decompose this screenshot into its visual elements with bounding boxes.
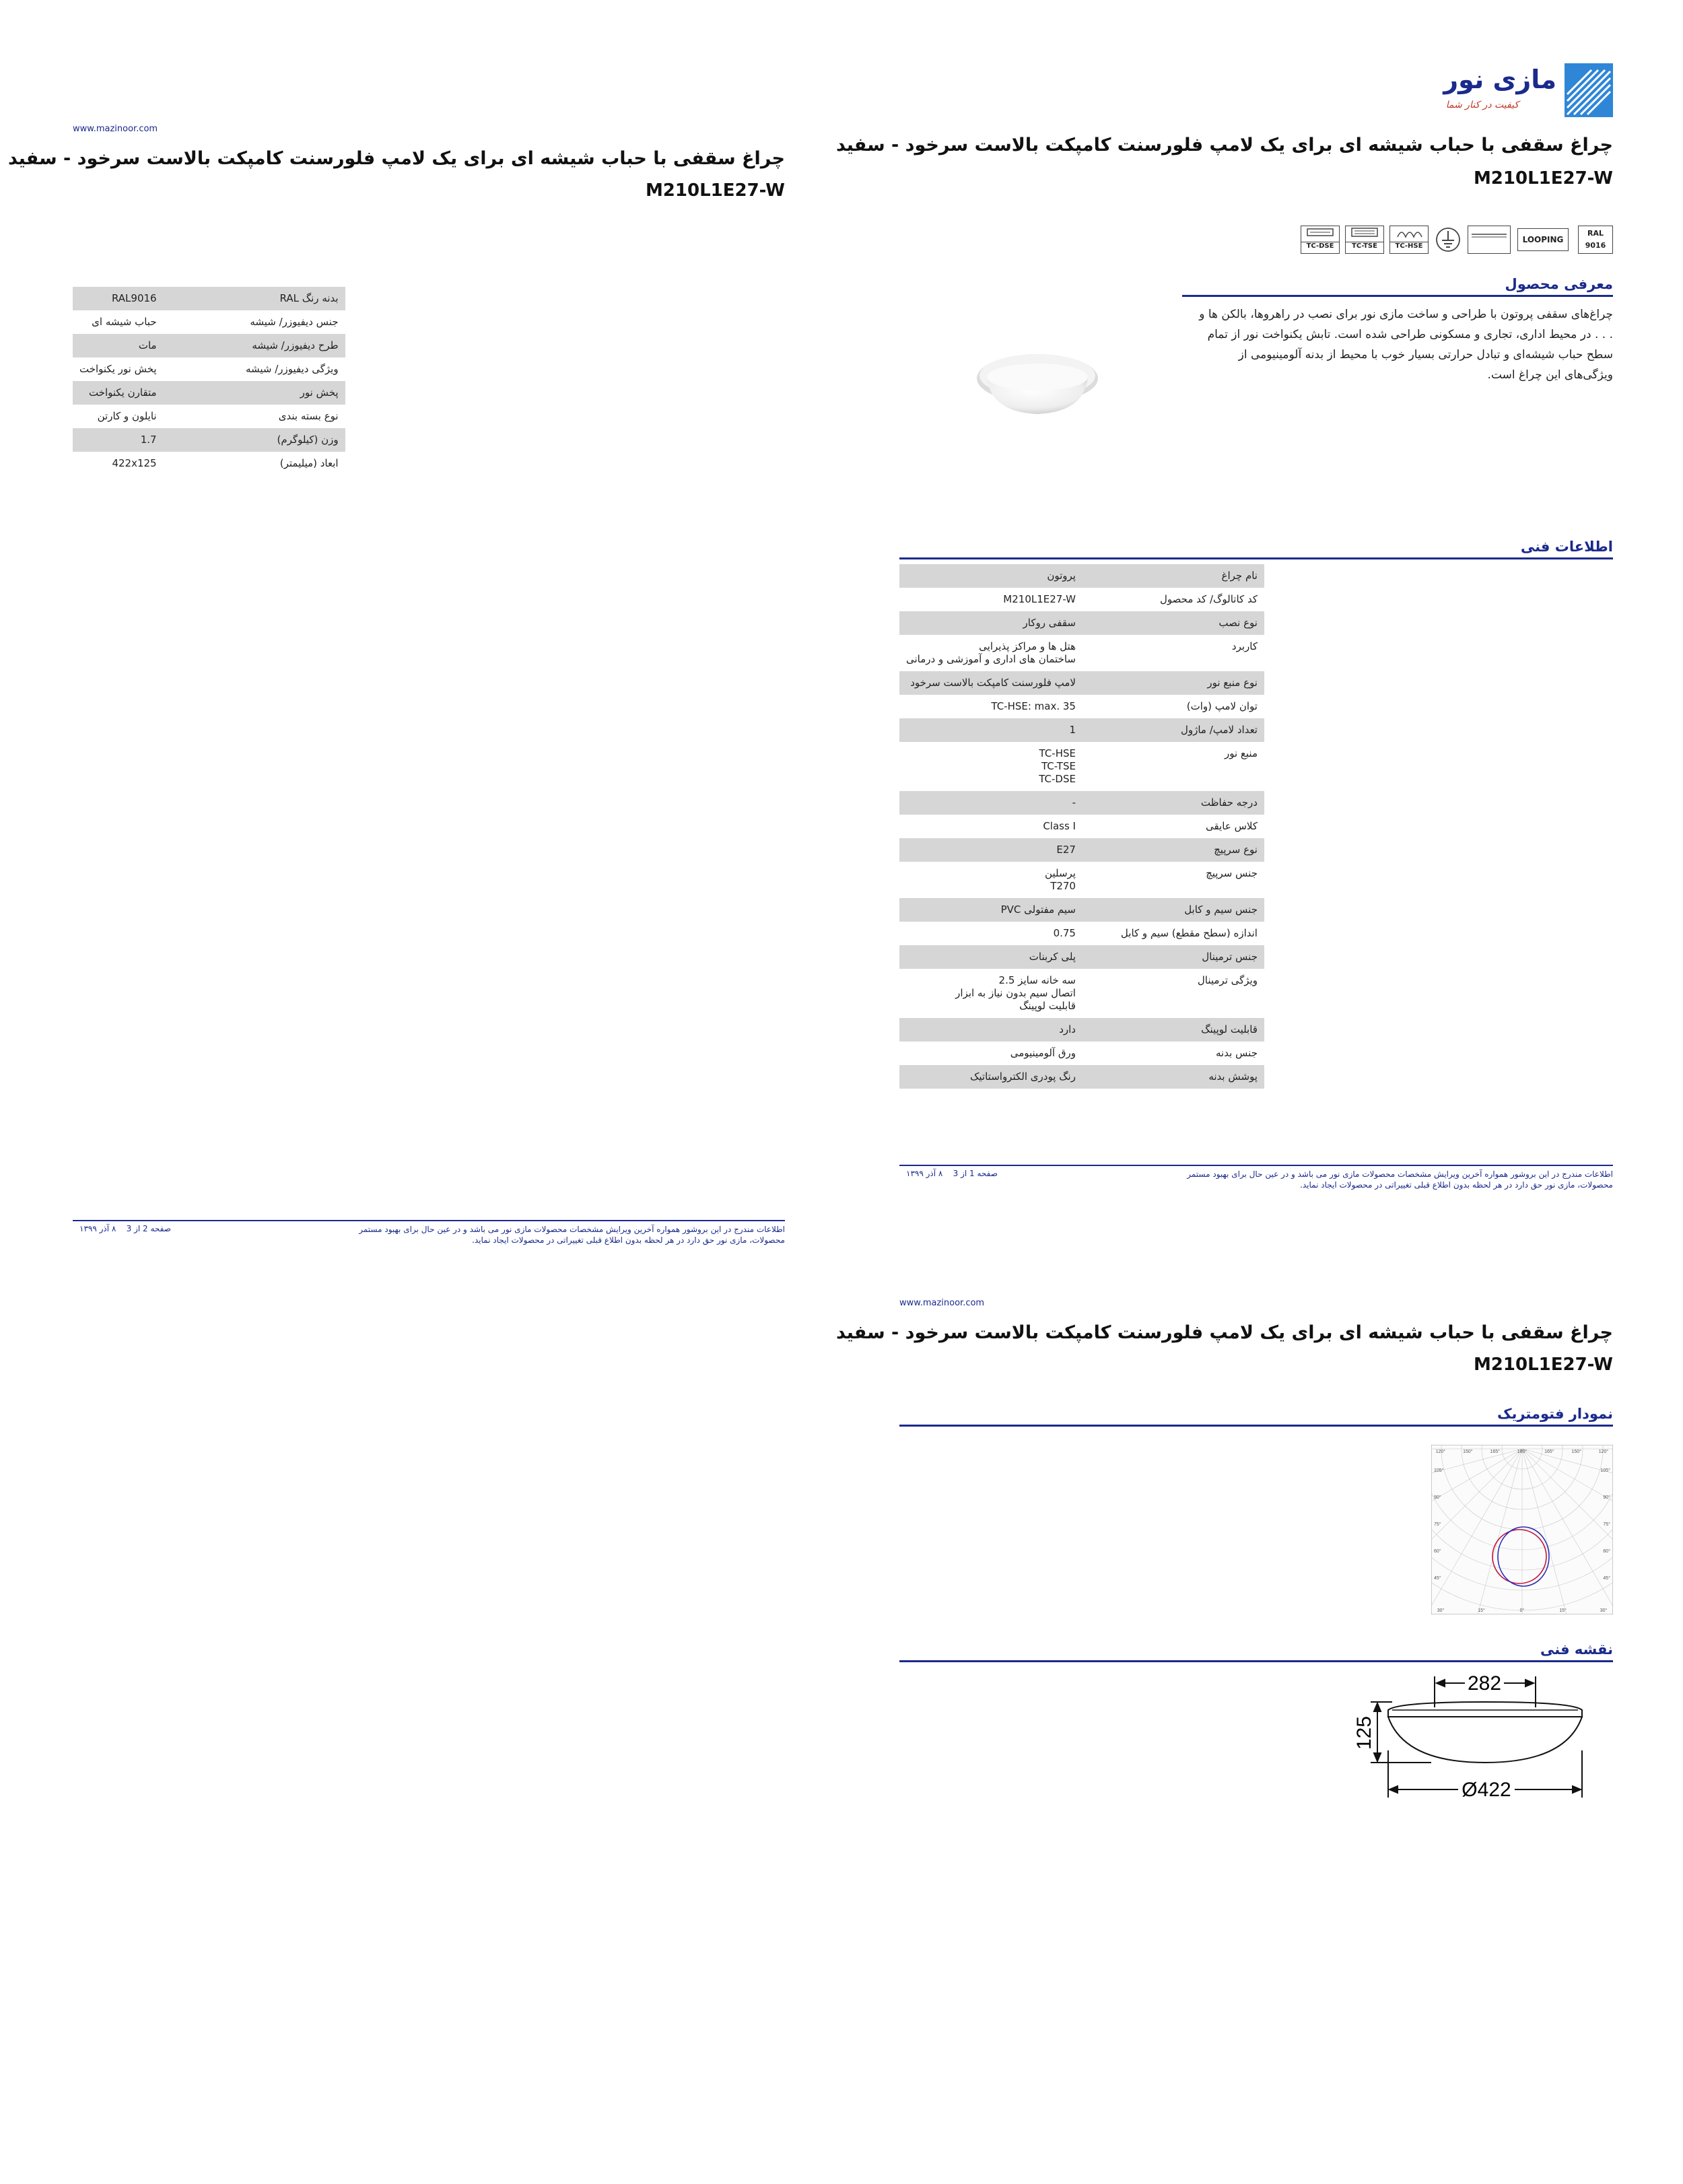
page-3 <box>836 1298 1613 2173</box>
spec-row <box>899 945 1264 969</box>
spec-value-line: ورق آلومینیومی <box>1010 1047 1076 1059</box>
lamp-tc-tse-icon: TC-TSE <box>1345 226 1384 254</box>
spec-row <box>73 310 345 334</box>
polar-side-label: 45° <box>1603 1576 1610 1581</box>
lamp-tc-hse-icon: TC-HSE <box>1389 226 1429 254</box>
spec-row <box>899 815 1264 838</box>
polar-side-label: 45° <box>1434 1576 1441 1581</box>
spec-key: قابلیت لوپینگ <box>1083 1018 1264 1042</box>
height-dimension-label: 125 <box>1353 1715 1375 1750</box>
spec-row <box>899 969 1264 1018</box>
spec-key: نام چراغ <box>1083 564 1264 588</box>
footer-note: اطلاعات مندرج در این بروشور همواره آخرین ویرایش مشخصات محصولات مازی نور می باشد و در عین حال برای بهبود مستمر محصولات، مازی نور حق دارد در هر لحظه بدون اطلاع قبلی تغییراتی در محصولات ایجاد نماید. <box>1187 1169 1613 1190</box>
brand-tagline: کیفیت در کنار شما <box>1445 100 1519 110</box>
spec-row <box>899 791 1264 815</box>
feature-icons <box>1297 226 1613 257</box>
spec-row <box>899 635 1264 671</box>
product-title: چراغ سقفی با حباب شیشه ای برای یک لامپ فلورسنت کامپکت بالاست سرخود - سفید <box>8 148 785 169</box>
footer-date: ۸ آذر ۱۳۹۹ <box>906 1169 943 1178</box>
polar-bottom-label: 30° <box>1600 1608 1608 1613</box>
spec-value-line: حباب شیشه ای <box>92 316 157 328</box>
polar-top-label: 120° <box>1435 1449 1446 1454</box>
tech-spec-table <box>899 564 1264 1089</box>
polar-top-label: 165° <box>1490 1449 1500 1454</box>
polar-bottom-label: 30° <box>1437 1608 1445 1613</box>
spec-value-line: پروتون <box>1047 570 1076 582</box>
spec-value-line: TC-TSE <box>1041 760 1076 772</box>
product-title: چراغ سقفی با حباب شیشه ای برای یک لامپ فلورسنت کامپکت بالاست سرخود - سفید <box>836 1322 1613 1343</box>
spec-value <box>73 381 164 405</box>
polar-side-label: 90° <box>1434 1495 1441 1500</box>
spec-row <box>73 405 345 428</box>
spec-value-line: رنگ پودری الکترواستاتیک <box>969 1070 1076 1083</box>
spec-row <box>899 695 1264 718</box>
spec-key: نوع منبع نور <box>1083 671 1264 695</box>
intro-text: چراغ‌های سقفی پروتون با طراحی و ساخت مازی نور برای نصب در راهروها، بالکن ها و . . . در محیط اداری، تجاری و مسکونی طراحی شده است. تابش یکنواخت نور از تمام سطح حباب شیشه‌ای و تبادل حرارتی بسیار خوب با محیط از بدنه آلومینیومی از ویژگی‌های این چراغ است. <box>1199 308 1613 382</box>
footer-divider <box>73 1220 785 1221</box>
spec-value <box>899 611 1083 635</box>
product-code: M210L1E27-W <box>1473 168 1613 189</box>
site-url: www.mazinoor.com <box>899 1298 985 1308</box>
spec-key: جنس سرپیچ <box>1206 867 1258 879</box>
page-number: صفحه 2 از 3 <box>126 1224 171 1233</box>
spec-key: ویژگی ترمینال <box>1197 974 1258 986</box>
spec-key: نوع بسته بندی <box>278 410 339 422</box>
product-code: M210L1E27-W <box>645 180 785 201</box>
spec-value-line: اتصال سیم بدون نیاز به ابزار <box>955 987 1076 999</box>
spec-key: بدنه رنگ RAL <box>164 287 345 310</box>
spec-key: ویژگی دیفیوزر/ شیشه <box>245 363 339 375</box>
polar-top-label: 180° <box>1517 1449 1527 1454</box>
polar-bottom-label: 15° <box>1559 1608 1567 1613</box>
top-dimension-label: 282 <box>1467 1672 1502 1695</box>
spec-key: کلاس عایقی <box>1206 820 1258 832</box>
spec-value-line: TC-DSE <box>1039 773 1076 785</box>
spec-key: طرح دیفیوزر/ شیشه <box>164 334 345 357</box>
spec-value-line: دارد <box>1059 1023 1076 1035</box>
spec-value-line: - <box>1072 796 1076 809</box>
logo-mark-icon <box>1565 63 1613 117</box>
spec-value-line: مات <box>138 339 157 351</box>
spec-value <box>899 862 1083 898</box>
product-photo <box>973 337 1101 417</box>
spec-key: اندازه (سطح مقطع) سیم و کابل <box>1120 927 1258 939</box>
spec-value <box>899 671 1083 695</box>
product-title: چراغ سقفی با حباب شیشه ای برای یک لامپ فلورسنت کامپکت بالاست سرخود - سفید <box>836 135 1613 156</box>
spec-value-line: نایلون و کارتن <box>97 410 157 422</box>
polar-side-label: 75° <box>1434 1522 1441 1527</box>
diameter-dimension-label: Ø422 <box>1462 1779 1511 1801</box>
spec-row <box>73 452 345 475</box>
spec-value <box>899 1042 1083 1065</box>
site-url: www.mazinoor.com <box>73 124 158 134</box>
spec-row <box>899 718 1264 742</box>
drawing-heading: نقشه فنی <box>899 1641 1613 1662</box>
spec-value <box>73 428 164 452</box>
spec-value <box>899 791 1083 815</box>
spec-value-line: TC-HSE <box>1039 747 1076 759</box>
spec-row <box>899 671 1264 695</box>
technical-drawing <box>1330 1670 1613 1811</box>
spec-value <box>899 695 1083 718</box>
spec-value-line: متقارن یکنواخت <box>88 386 157 399</box>
earth-symbol-icon <box>1434 226 1462 254</box>
spec-row <box>73 357 345 381</box>
spec-row <box>899 898 1264 922</box>
spec-value <box>899 815 1083 838</box>
polar-bottom-label: 0° <box>1519 1608 1525 1613</box>
footer-date: ۸ آذر ۱۳۹۹ <box>79 1224 116 1233</box>
spec-row <box>899 564 1264 588</box>
spec-value-line: پرسلین <box>1045 867 1076 879</box>
spec-value-line: 1.7 <box>140 434 157 446</box>
intro-heading: معرفی محصول <box>1182 276 1613 297</box>
polar-top-label: 150° <box>1571 1449 1581 1454</box>
spec-value-line: سیم مفتولی PVC <box>1000 903 1076 916</box>
polar-side-label: 60° <box>1603 1549 1610 1554</box>
polar-top-label: 120° <box>1598 1449 1609 1454</box>
spec-value-line: T270 <box>1050 880 1076 892</box>
polar-top-label: 150° <box>1463 1449 1473 1454</box>
spec-key: کد کاتالوگ/ کد محصول <box>1160 593 1258 605</box>
spec-value <box>899 742 1083 791</box>
spec-value-line: 422x125 <box>112 457 157 469</box>
spec-key: نوع سرپیچ <box>1083 838 1264 862</box>
spec-key: توان لامپ (وات) <box>1186 700 1258 712</box>
spec-value-line: 1 <box>1069 724 1076 736</box>
spec-value <box>899 969 1083 1018</box>
spec-row <box>73 287 345 310</box>
spec-value-line: پخش نور یکنواخت <box>79 363 157 375</box>
tech-heading: اطلاعات فنی <box>899 539 1613 559</box>
spec-value <box>73 452 164 475</box>
footer-note: اطلاعات مندرج در این بروشور همواره آخرین ویرایش مشخصات محصولات مازی نور می باشد و در عین حال برای بهبود مستمر محصولات، مازی نور حق دارد در هر لحظه بدون اطلاع قبلی تغییراتی در محصولات ایجاد نماید. <box>359 1225 785 1245</box>
lamp-tc-dse-icon: TC-DSE <box>1301 226 1340 254</box>
spec-key: پخش نور <box>164 381 345 405</box>
spec-value-line: هتل ها و مراکز پذیرایی <box>979 640 1076 652</box>
spec-value-line: RAL9016 <box>111 292 157 304</box>
spec-key: کاربرد <box>1231 640 1258 652</box>
spec-key: جنس دیفیوزر/ شیشه <box>250 316 339 328</box>
looping-badge: LOOPING <box>1517 228 1569 251</box>
spec-row <box>899 742 1264 791</box>
spec-row <box>899 862 1264 898</box>
spec-row <box>899 1065 1264 1089</box>
polar-side-label: 90° <box>1603 1495 1610 1500</box>
footer-page-number <box>906 1169 998 1178</box>
spec-value <box>73 405 164 428</box>
polar-side-label: 105° <box>1434 1468 1444 1473</box>
spec-value <box>73 287 164 310</box>
footer-page-number <box>79 1224 171 1233</box>
spec-value <box>73 310 164 334</box>
photometric-heading: نمودار فتومتریک <box>899 1406 1613 1427</box>
spec-row <box>899 1018 1264 1042</box>
spec-row <box>73 428 345 452</box>
spec-value-line: سقفی روکار <box>1023 617 1076 629</box>
spec-row <box>899 588 1264 611</box>
spec-key: جنس بدنه <box>1216 1047 1258 1059</box>
spec-value <box>899 718 1083 742</box>
polar-side-label: 105° <box>1600 1468 1610 1473</box>
spec-value <box>73 357 164 381</box>
spec-row <box>899 838 1264 862</box>
page-1 <box>836 61 1613 1205</box>
brand-logo <box>1391 61 1613 120</box>
spec-value-line: Class I <box>1043 820 1076 832</box>
spec-value-line: TC-HSE: max. 35 <box>991 700 1076 712</box>
tech-spec-table-continued <box>73 287 345 475</box>
spec-key: ابعاد (میلیمتر) <box>279 457 339 469</box>
spec-value-line: M210L1E27-W <box>1003 593 1076 605</box>
spec-key: جنس سیم و کابل <box>1083 898 1264 922</box>
spec-value-line: ساختمان های اداری و آموزشی و درمانی <box>906 653 1076 665</box>
spec-value-line: 0.75 <box>1053 927 1076 939</box>
spec-value <box>899 922 1083 945</box>
spec-key: تعداد لامپ/ ماژول <box>1083 718 1264 742</box>
spec-value-line: پلی کربنات <box>1029 951 1076 963</box>
page-2 <box>8 121 785 1266</box>
spec-row <box>899 611 1264 635</box>
spec-row <box>899 1042 1264 1065</box>
spec-value <box>899 635 1083 671</box>
spec-row <box>73 334 345 357</box>
spec-value <box>899 945 1083 969</box>
spec-value-line: E27 <box>1056 844 1076 856</box>
ral-badge: RAL 9016 <box>1578 226 1613 254</box>
polar-side-label: 75° <box>1603 1522 1610 1527</box>
photometric-chart <box>1431 1445 1613 1614</box>
brand-name: مازی نور <box>1443 65 1556 94</box>
spec-key: نوع نصب <box>1083 611 1264 635</box>
spec-value-line: لامپ فلورسنت کامپکت بالاست سرخود <box>910 677 1076 689</box>
spec-key: درجه حفاظت <box>1083 791 1264 815</box>
footer-divider <box>899 1165 1613 1166</box>
spec-key: پوشش بدنه <box>1083 1065 1264 1089</box>
polar-top-label: 165° <box>1544 1449 1554 1454</box>
spec-key: منبع نور <box>1224 747 1258 759</box>
spec-value-line: قابلیت لوپینگ <box>1019 1000 1076 1012</box>
spec-value <box>73 334 164 357</box>
spec-value <box>899 1065 1083 1089</box>
polar-side-label: 60° <box>1434 1549 1441 1554</box>
polar-bottom-label: 15° <box>1478 1608 1485 1613</box>
spec-row <box>899 922 1264 945</box>
spec-value <box>899 898 1083 922</box>
spec-value <box>899 838 1083 862</box>
page-number: صفحه 1 از 3 <box>953 1169 998 1178</box>
product-code: M210L1E27-W <box>1473 1355 1613 1375</box>
spec-row <box>73 381 345 405</box>
spec-value <box>899 564 1083 588</box>
spec-key: جنس ترمینال <box>1083 945 1264 969</box>
spec-value <box>899 1018 1083 1042</box>
surface-mount-icon <box>1468 226 1511 254</box>
spec-value-line: سه خانه سایز 2.5 <box>998 974 1076 986</box>
spec-value <box>899 588 1083 611</box>
spec-key: وزن (کیلوگرم) <box>164 428 345 452</box>
